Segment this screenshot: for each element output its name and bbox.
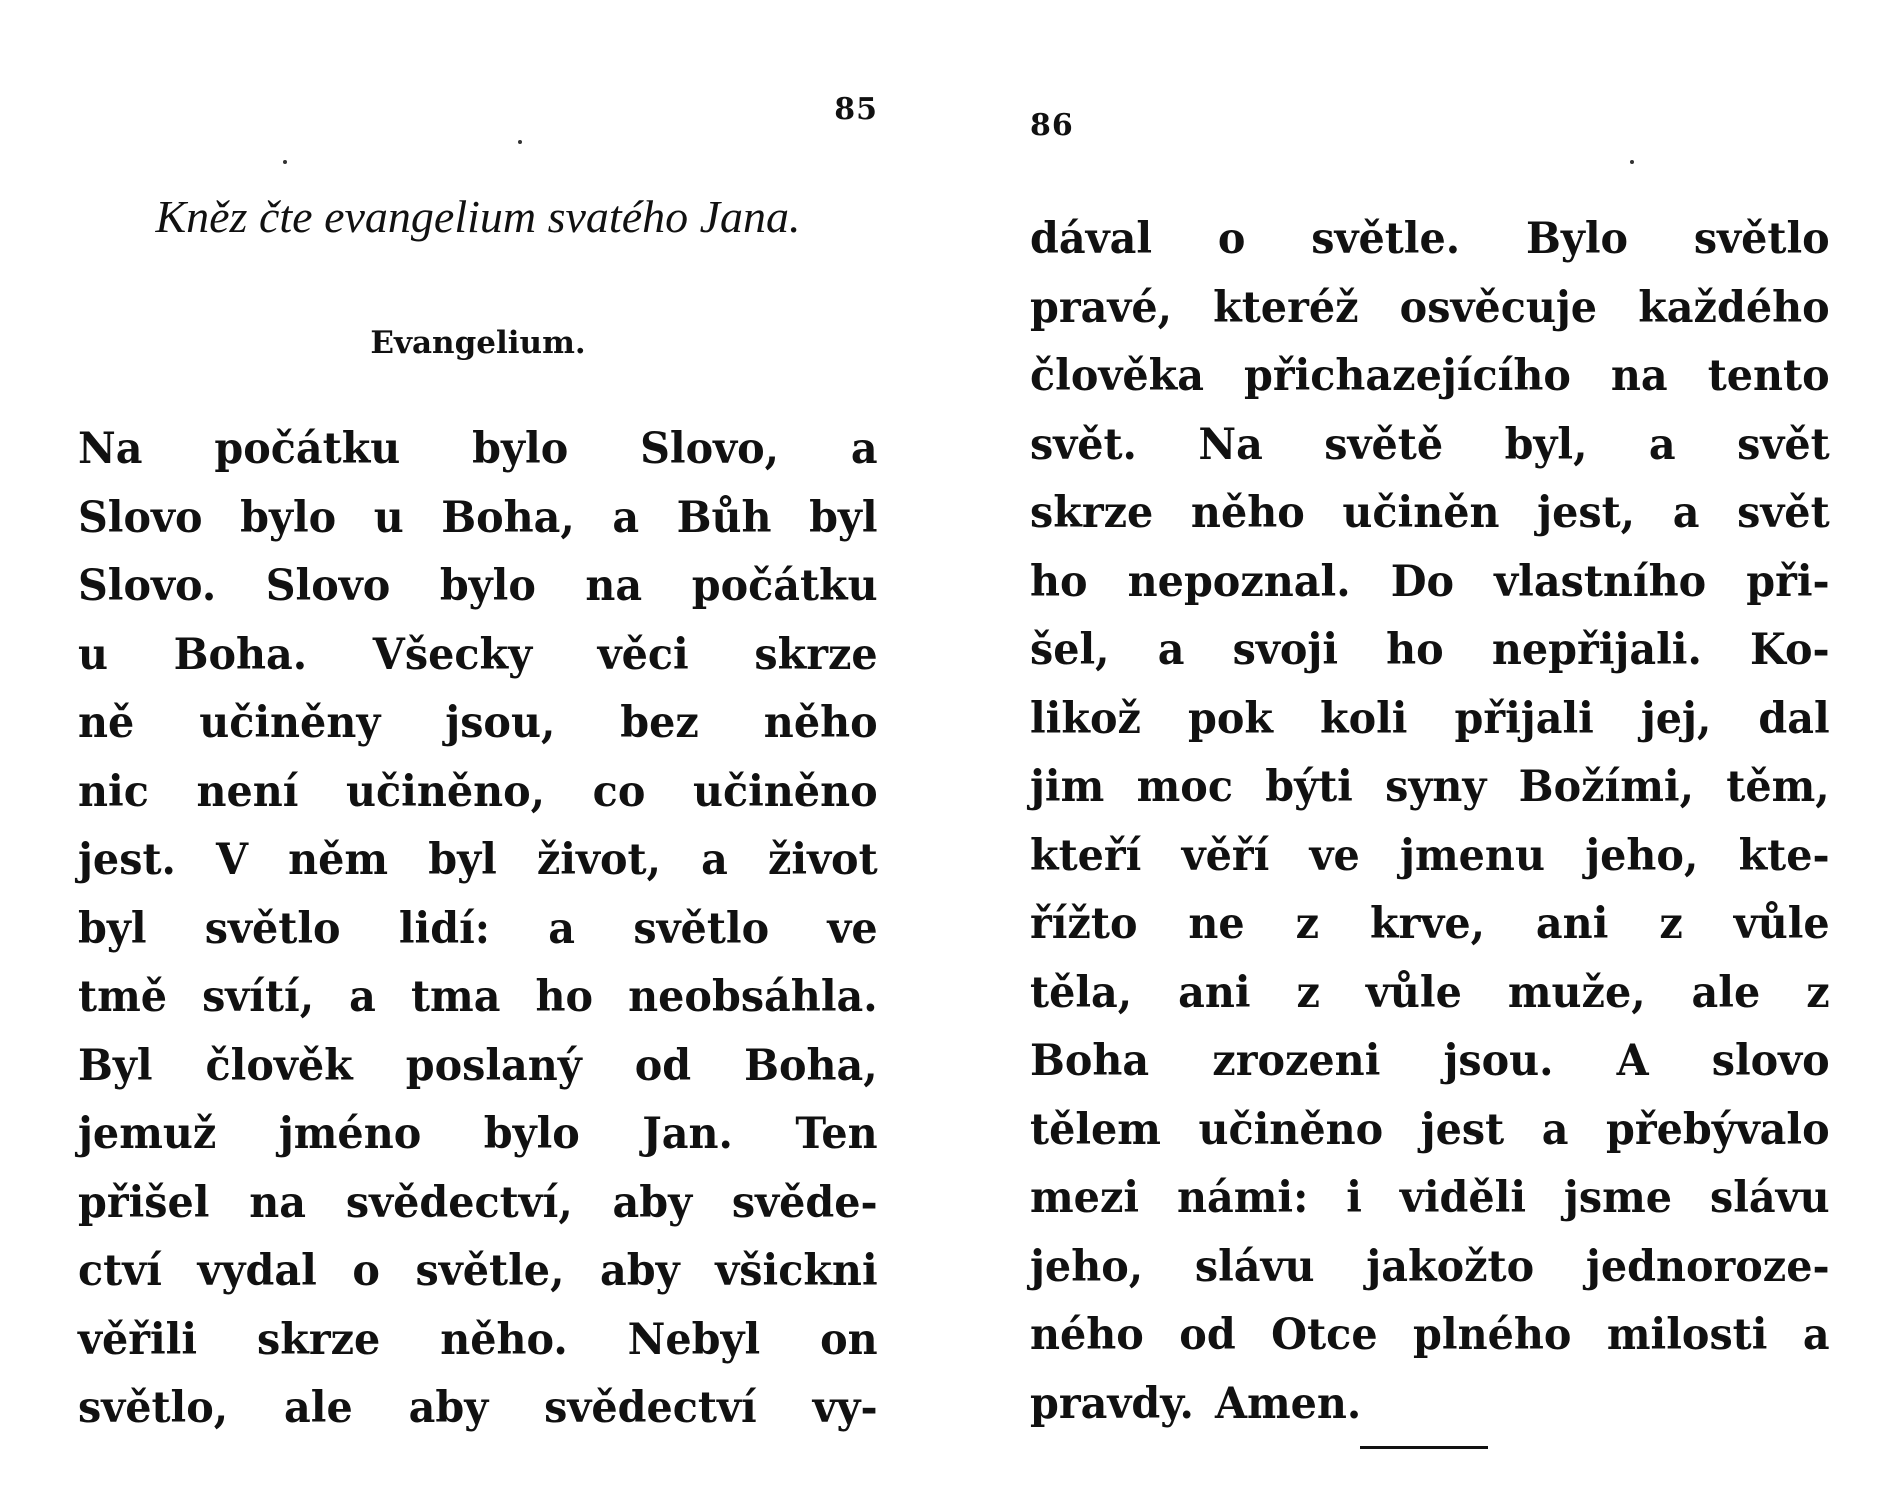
word: světle, bbox=[415, 1246, 565, 1296]
word: osvěcuje bbox=[1399, 282, 1598, 333]
word: Ko- bbox=[1750, 625, 1830, 675]
word: učiněno bbox=[1198, 1104, 1384, 1155]
print-speck bbox=[283, 160, 287, 164]
word: ho bbox=[1030, 556, 1088, 607]
word: život bbox=[767, 835, 878, 885]
word: přišel bbox=[78, 1177, 210, 1228]
word: učiněno bbox=[692, 766, 878, 817]
word: Boha, bbox=[441, 492, 575, 543]
word: moc bbox=[1136, 762, 1233, 812]
word: přichazejícího bbox=[1243, 351, 1571, 401]
word: co bbox=[592, 766, 646, 817]
word: ne bbox=[1188, 899, 1245, 949]
word: u bbox=[78, 629, 109, 680]
word: jakožto bbox=[1366, 1241, 1535, 1292]
text-line bbox=[1030, 1233, 1830, 1302]
word: jim bbox=[1030, 762, 1105, 812]
right-page-text bbox=[1030, 205, 1830, 1438]
word: aby bbox=[600, 1246, 680, 1296]
text-line bbox=[78, 1032, 878, 1101]
word: učiněny bbox=[199, 698, 381, 748]
word: Slovo. bbox=[78, 561, 217, 611]
word: svět bbox=[1737, 419, 1830, 470]
word: bez bbox=[620, 698, 699, 748]
word: viděli bbox=[1399, 1173, 1527, 1223]
word: od bbox=[634, 1040, 692, 1091]
word: něho bbox=[1190, 488, 1305, 538]
text-line bbox=[1030, 342, 1830, 411]
word: on bbox=[820, 1314, 878, 1365]
print-speck bbox=[518, 140, 522, 144]
word: řížto bbox=[1030, 899, 1138, 949]
word: A bbox=[1616, 1036, 1649, 1086]
word: pravé, bbox=[1030, 282, 1172, 333]
word: ho bbox=[535, 972, 594, 1022]
word: jeho, bbox=[1030, 1241, 1144, 1292]
word: Do bbox=[1390, 556, 1455, 607]
word: člověk bbox=[205, 1040, 353, 1091]
text-line bbox=[1030, 479, 1830, 548]
page-number: 86 bbox=[1030, 108, 1074, 143]
word: těla, bbox=[1030, 967, 1133, 1018]
word: jest. bbox=[78, 835, 176, 885]
word: něm bbox=[288, 835, 389, 885]
word: jemuž bbox=[78, 1109, 217, 1159]
text-line bbox=[1030, 411, 1830, 480]
word: z bbox=[1806, 967, 1830, 1018]
word: bylo bbox=[240, 492, 337, 543]
word: na bbox=[249, 1177, 307, 1228]
word: V bbox=[216, 835, 249, 885]
word: světlo bbox=[1693, 214, 1830, 264]
text-line bbox=[1030, 548, 1830, 617]
word: kte- bbox=[1738, 830, 1830, 881]
word: koli bbox=[1319, 693, 1408, 744]
word: světle. bbox=[1311, 214, 1461, 264]
word: nic bbox=[78, 766, 149, 817]
word: od bbox=[1179, 1310, 1236, 1360]
word: Nebyl bbox=[627, 1314, 761, 1365]
word: tento bbox=[1707, 351, 1830, 401]
word: Slovo bbox=[78, 492, 203, 543]
print-speck bbox=[1630, 160, 1634, 164]
word: učiněn bbox=[1342, 488, 1500, 538]
word: Slovo, bbox=[640, 424, 780, 474]
word: jest bbox=[1420, 1104, 1505, 1155]
word: Bylo bbox=[1525, 214, 1629, 264]
word: a bbox=[701, 835, 728, 885]
word: světlo bbox=[633, 903, 770, 954]
word: něho. bbox=[440, 1314, 568, 1365]
word: jmenu bbox=[1400, 830, 1545, 881]
word: aby bbox=[612, 1177, 693, 1228]
word: věří bbox=[1181, 830, 1270, 881]
word: přebývalo bbox=[1605, 1104, 1830, 1155]
word: muže, bbox=[1507, 967, 1646, 1018]
word: skrze bbox=[1030, 488, 1154, 538]
word: kteréž bbox=[1213, 282, 1359, 333]
word: jest, bbox=[1537, 488, 1636, 538]
text-line bbox=[78, 689, 878, 758]
word: světlo, bbox=[78, 1383, 229, 1433]
word: Amen. bbox=[1214, 1378, 1362, 1429]
word: nepoznal. bbox=[1127, 556, 1351, 607]
word: neobsáhla. bbox=[628, 972, 878, 1022]
word: bylo bbox=[439, 561, 536, 611]
word: ani bbox=[1535, 899, 1609, 949]
text-line bbox=[78, 1169, 878, 1238]
left-page bbox=[78, 0, 878, 1500]
word: skrze bbox=[256, 1314, 381, 1365]
word: vůle bbox=[1365, 967, 1462, 1018]
word: něho bbox=[763, 698, 878, 748]
text-line bbox=[1030, 685, 1830, 754]
word: a bbox=[1157, 625, 1185, 675]
word: člověka bbox=[1030, 351, 1204, 401]
word: není bbox=[196, 766, 299, 817]
word: svítí, bbox=[202, 972, 315, 1022]
word: byl bbox=[78, 903, 147, 954]
word: věci bbox=[597, 629, 689, 680]
text-line bbox=[1030, 890, 1830, 959]
text-line bbox=[1030, 616, 1830, 685]
word: svědectví bbox=[544, 1383, 757, 1433]
word: zrozeni bbox=[1212, 1036, 1381, 1086]
word: ho bbox=[1386, 625, 1444, 675]
text-line bbox=[78, 1374, 878, 1443]
section-heading: Evangelium. bbox=[370, 325, 586, 361]
word: Byl bbox=[78, 1040, 153, 1091]
word: tmě bbox=[78, 972, 168, 1022]
word: ctví bbox=[78, 1246, 162, 1296]
text-line bbox=[78, 1100, 878, 1169]
word: Všecky bbox=[372, 629, 533, 680]
text-line bbox=[1030, 1027, 1830, 1096]
word: bylo bbox=[483, 1109, 580, 1159]
word: syny bbox=[1385, 762, 1487, 812]
word: věřili bbox=[78, 1314, 198, 1365]
word: bylo bbox=[472, 424, 569, 474]
word: Bůh bbox=[676, 492, 772, 543]
word: Slovo bbox=[265, 561, 391, 611]
word: ve bbox=[1309, 830, 1360, 881]
word: Na bbox=[78, 424, 143, 474]
word: poslaný bbox=[405, 1040, 582, 1091]
word: na bbox=[1610, 351, 1668, 401]
text-line bbox=[1030, 205, 1830, 274]
word: z bbox=[1296, 967, 1320, 1018]
word: Boha. bbox=[173, 629, 308, 680]
word: vy- bbox=[812, 1383, 878, 1433]
word: život, bbox=[536, 835, 661, 885]
word: mezi bbox=[1030, 1173, 1140, 1223]
word: všickni bbox=[715, 1246, 878, 1296]
word: Ten bbox=[795, 1109, 878, 1159]
word: tma bbox=[410, 972, 501, 1022]
text-line bbox=[78, 415, 878, 484]
text-line bbox=[1030, 959, 1830, 1028]
text-line bbox=[1030, 822, 1830, 891]
word: z bbox=[1295, 899, 1320, 949]
word: pravdy. bbox=[1030, 1378, 1194, 1429]
word: těm, bbox=[1726, 762, 1830, 812]
word: a bbox=[548, 903, 576, 954]
word: přijali bbox=[1454, 693, 1594, 744]
word: Boha bbox=[1030, 1036, 1150, 1086]
word: a bbox=[612, 492, 640, 543]
word: z bbox=[1659, 899, 1683, 949]
text-line bbox=[78, 1306, 878, 1375]
word: dával bbox=[1030, 214, 1153, 264]
word: kteří bbox=[1030, 830, 1142, 881]
word: krve, bbox=[1370, 899, 1485, 949]
word: Boha, bbox=[744, 1040, 878, 1091]
word: počátku bbox=[214, 424, 401, 474]
text-line bbox=[1030, 1301, 1830, 1370]
word: slovo bbox=[1711, 1036, 1830, 1086]
text-line bbox=[1030, 1164, 1830, 1233]
text-line bbox=[78, 963, 878, 1032]
word: svědectví, bbox=[345, 1177, 573, 1228]
word: Jan. bbox=[642, 1109, 733, 1159]
word: ale bbox=[284, 1383, 353, 1433]
word: ale bbox=[1691, 967, 1761, 1018]
text-line bbox=[1030, 274, 1830, 343]
word: jsou, bbox=[445, 698, 556, 748]
word: o bbox=[1217, 214, 1246, 264]
text-line bbox=[78, 1237, 878, 1306]
text-line bbox=[78, 552, 878, 621]
left-page-text bbox=[78, 415, 878, 1443]
word: Božími, bbox=[1518, 762, 1694, 812]
running-title: Kněz čte evangelium svatého Jana. bbox=[155, 191, 801, 242]
word: dal bbox=[1758, 693, 1830, 744]
word: jeho, bbox=[1585, 830, 1699, 881]
word: vlastního bbox=[1494, 556, 1707, 607]
text-line bbox=[1030, 1096, 1830, 1165]
text-line bbox=[1030, 753, 1830, 822]
word: Na bbox=[1198, 419, 1263, 470]
word: tělem bbox=[1030, 1104, 1161, 1155]
word: při- bbox=[1746, 556, 1830, 607]
word: a bbox=[1648, 419, 1676, 470]
word: slávu bbox=[1194, 1241, 1315, 1292]
word: byl, bbox=[1504, 419, 1588, 470]
word: světě bbox=[1324, 419, 1444, 470]
word: aby bbox=[408, 1383, 489, 1433]
page-number: 85 bbox=[834, 92, 878, 127]
right-page bbox=[1030, 0, 1830, 1500]
word: u bbox=[373, 492, 404, 543]
word: svoji bbox=[1232, 625, 1339, 675]
word: pok bbox=[1187, 693, 1273, 744]
word: byl bbox=[809, 492, 878, 543]
word: vůle bbox=[1733, 899, 1830, 949]
word: ve bbox=[827, 903, 878, 954]
text-line bbox=[78, 621, 878, 690]
word: svět bbox=[1737, 488, 1830, 538]
word: likož bbox=[1030, 693, 1141, 744]
word: jednoroze- bbox=[1585, 1241, 1830, 1292]
word: skrze bbox=[754, 629, 878, 680]
word: a bbox=[349, 972, 376, 1022]
word: plného bbox=[1413, 1310, 1572, 1360]
word: na bbox=[585, 561, 643, 611]
word: a bbox=[1802, 1310, 1830, 1360]
text-line bbox=[78, 484, 878, 553]
word: o bbox=[352, 1246, 380, 1296]
word: každého bbox=[1638, 282, 1830, 333]
word: ně bbox=[78, 698, 135, 748]
word: i bbox=[1346, 1173, 1362, 1223]
word: býti bbox=[1265, 762, 1353, 812]
word: slávu bbox=[1709, 1173, 1830, 1223]
word: a bbox=[1541, 1104, 1569, 1155]
word: jsou. bbox=[1443, 1036, 1554, 1086]
word: byl bbox=[428, 835, 497, 885]
text-line bbox=[78, 758, 878, 827]
text-line bbox=[78, 826, 878, 895]
text-line bbox=[1030, 1370, 1830, 1439]
word: lidí: bbox=[398, 903, 491, 954]
word: světlo bbox=[204, 903, 341, 954]
word: ného bbox=[1030, 1310, 1144, 1360]
word: a bbox=[850, 424, 878, 474]
word: učiněno, bbox=[346, 766, 546, 817]
word: šel, bbox=[1030, 625, 1110, 675]
word: vydal bbox=[197, 1246, 317, 1296]
word: svěde- bbox=[731, 1177, 878, 1228]
word: jsme bbox=[1563, 1173, 1673, 1223]
word: nepřijali. bbox=[1491, 625, 1702, 675]
word: ani bbox=[1178, 967, 1251, 1018]
word: jej, bbox=[1640, 693, 1712, 744]
word: jméno bbox=[278, 1109, 422, 1159]
word: počátku bbox=[691, 561, 878, 611]
word: svět. bbox=[1030, 419, 1137, 470]
end-rule bbox=[1360, 1446, 1488, 1449]
word: milosti bbox=[1606, 1310, 1768, 1360]
word: námi: bbox=[1176, 1173, 1309, 1223]
text-line bbox=[78, 895, 878, 964]
word: a bbox=[1672, 488, 1700, 538]
word: Otce bbox=[1271, 1310, 1378, 1360]
